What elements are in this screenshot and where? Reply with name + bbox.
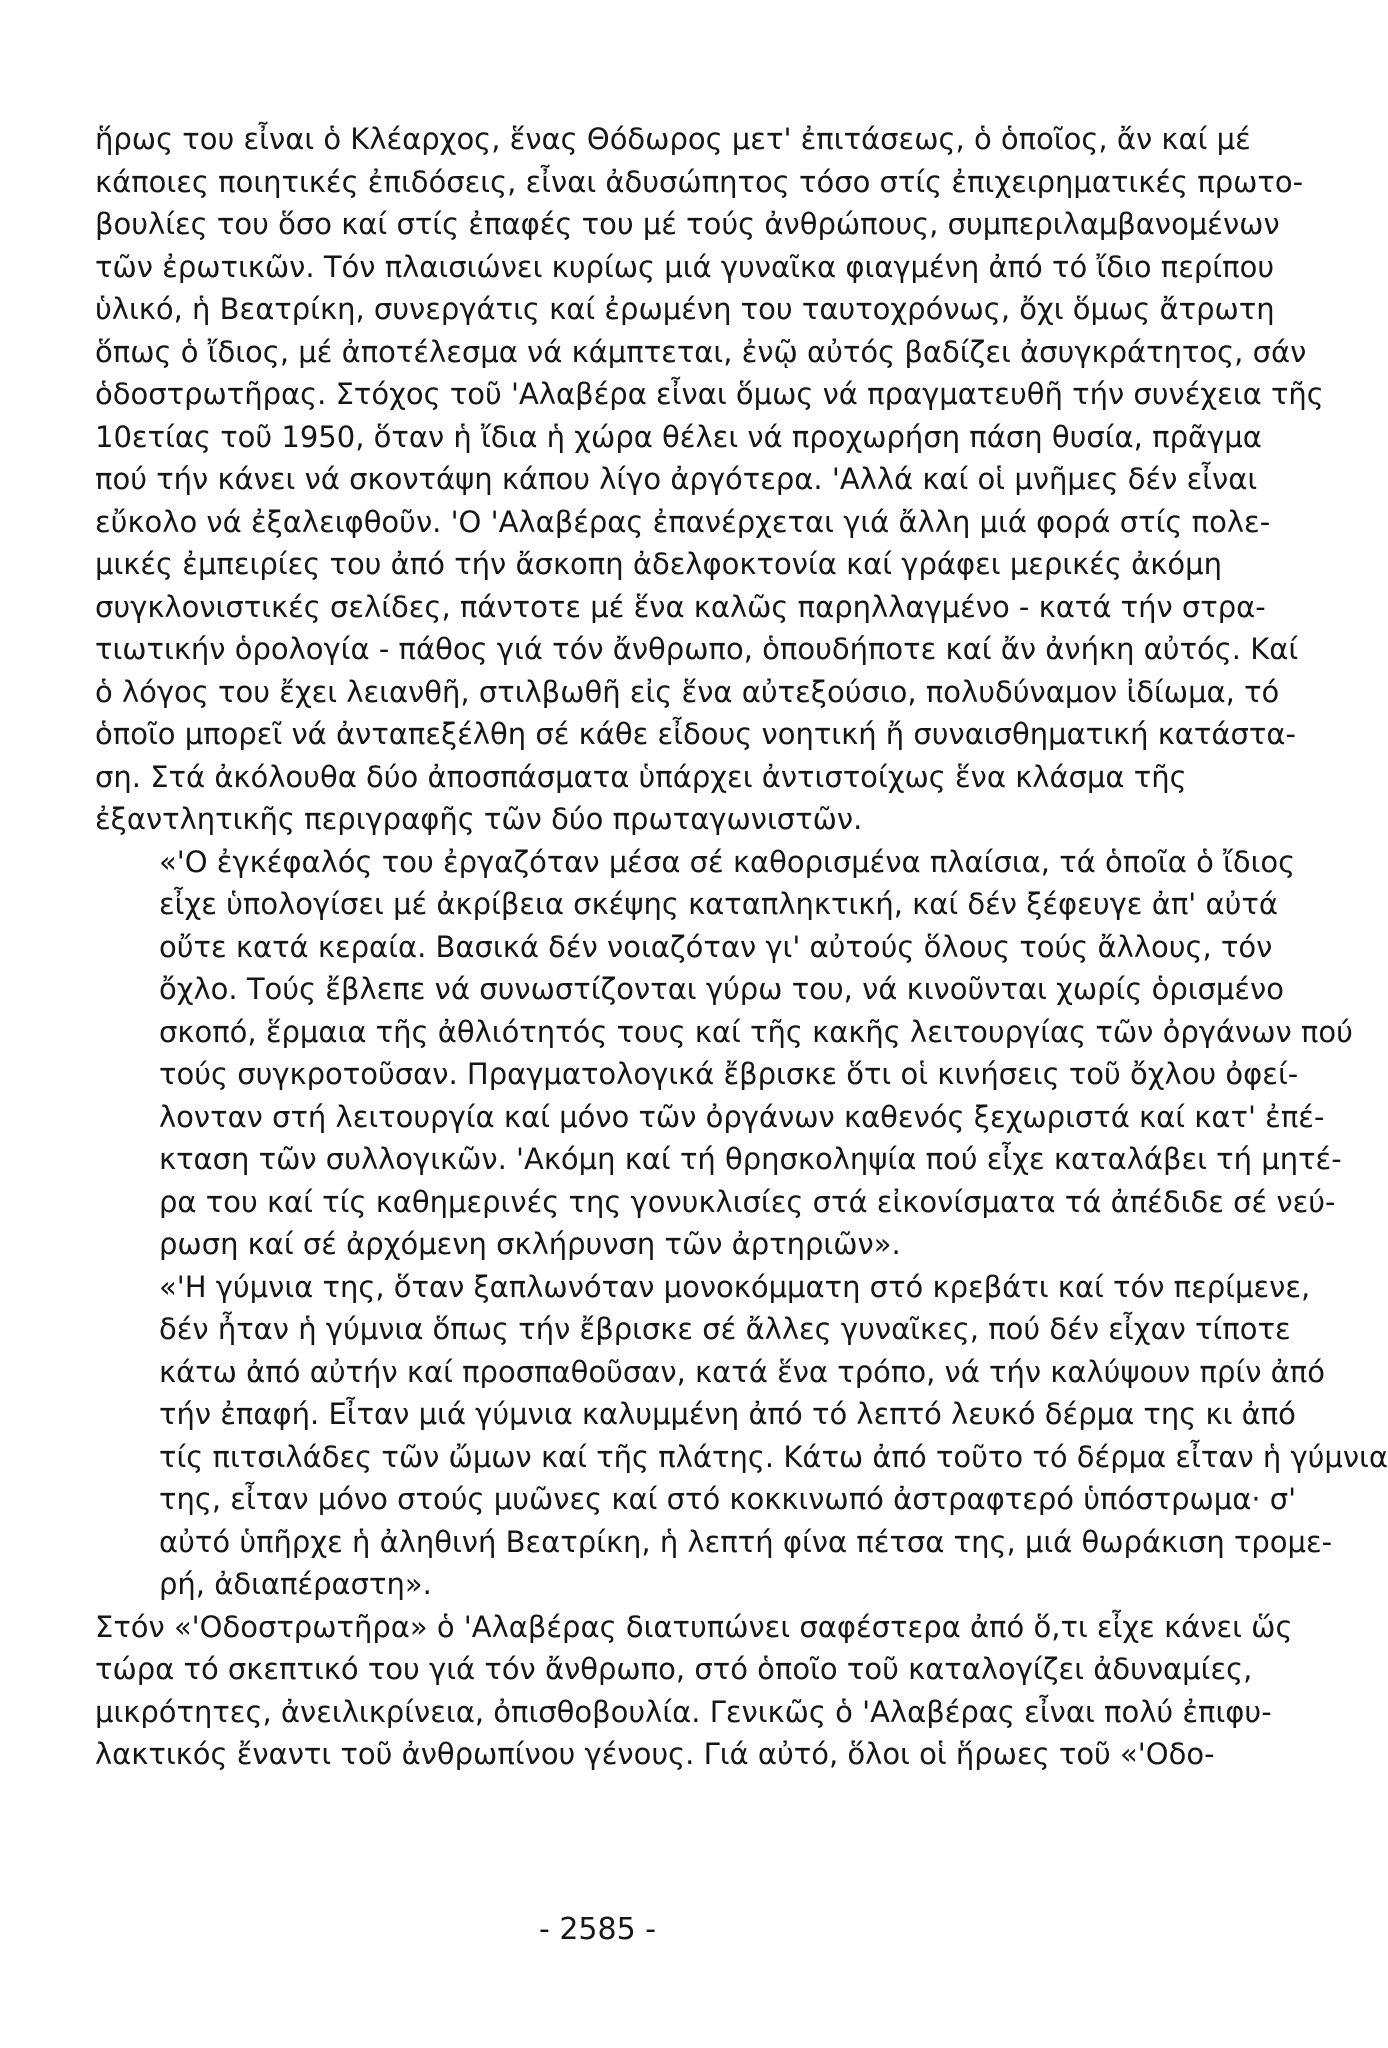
text-line: 10ετίας τοῦ 1950, ὅταν ἡ ἴδια ἡ χώρα θέλει νά προχωρήση πάση θυσία, πρᾶγμα (95, 419, 1262, 454)
text-line: τιωτικήν ὁρολογία - πάθος γιά τόν ἄνθρωπο, ὁπουδήποτε καί ἄν ἀνήκη αὐτός. Καί (95, 632, 1299, 666)
quote-line: εἶχε ὑπολογίσει μέ ἀκρίβεια σκέψης καταπληκτική, καί δέν ξέφευγε ἀπ' αὐτά (159, 887, 1278, 921)
quote-line: λονταν στή λειτουργία καί μόνο τῶν ὀργάνων καθενός ξεχωριστά καί κατ' ἐπέ- (159, 1099, 1325, 1134)
text-line: ἐξαντλητικῆς περιγραφῆς τῶν δύο πρωταγωνιστῶν. (95, 802, 863, 836)
text-line: ὅπως ὁ ἴδιος, μέ ἀποτέλεσμα νά κάμπτεται, ἐνῷ αὐτός βαδίζει ἀσυγκράτητος, σάν (95, 334, 1307, 369)
quote-line: ρα του καί τίς καθημερινές της γονυκλισίες στά εἰκονίσματα τά ἀπέδιδε σέ νεύ- (159, 1184, 1336, 1219)
quote-line: «'Η γύμνια της, ὅταν ξαπλωνόταν μονοκόμματη στό κρεβάτι καί τόν περίμενε, (159, 1269, 1311, 1304)
text-line: ση. Στά ἀκόλουθα δύο ἀποσπάσματα ὑπάρχει ἀντιστοίχως ἕνα κλάσμα τῆς (95, 759, 1187, 794)
quote-line: ὄχλο. Τούς ἔβλεπε νά συνωστίζονται γύρω του, νά κινοῦνται χωρίς ὁρισμένο (159, 972, 1284, 1006)
text-line: πού τήν κάνει νά σκοντάψη κάπου λίγο ἀργότερα. 'Αλλά καί οἱ μνῆμες δέν εἶναι (95, 462, 1258, 496)
text-line: λακτικός ἔναντι τοῦ ἀνθρωπίνου γένους. Γιά αὐτό, ὅλοι οἱ ἥρωες τοῦ «'Οδο- (95, 1737, 1215, 1771)
text-line: Στόν «'Οδοστρωτῆρα» ὁ 'Αλαβέρας διατυπώνει σαφέστερα ἀπό ὅ,τι εἶχε κάνει ὥς (95, 1609, 1293, 1644)
body-text (95, 118, 1388, 1776)
quote-line: της, εἶταν μόνο στούς μυῶνες καί στό κοκκινωπό ἀστραφτερό ὑπόστρωμα· σ' (159, 1482, 1297, 1516)
quote-line: τίς πιτσιλάδες τῶν ὤμων καί τῆς πλάτης. Κάτω ἀπό τοῦτο τό δέρμα εἶταν ἡ γύμνια (159, 1439, 1388, 1474)
page-number: - 2585 - (538, 1912, 657, 1947)
text-line: ὁποῖο μπορεῖ νά ἀνταπεξέλθη σέ κάθε εἶδους νοητική ἤ συναισθηματική κατάστα- (95, 717, 1296, 751)
quote-line: «'Ο ἐγκέφαλός του ἐργαζόταν μέσα σέ καθορισμένα πλαίσια, τά ὁποῖα ὁ ἴδιος (159, 844, 1296, 879)
text-line: τώρα τό σκεπτικό του γιά τόν ἄνθρωπο, στό ὁποῖο τοῦ καταλογίζει ἀδυναμίες, (95, 1652, 1253, 1686)
quote-line: τήν ἐπαφή. Εἶταν μιά γύμνια καλυμμένη ἀπό τό λεπτό λευκό δέρμα της κι ἀπό (159, 1397, 1296, 1431)
quote-line: κάτω ἀπό αὐτήν καί προσπαθοῦσαν, κατά ἕνα τρόπο, νά τήν καλύψουν πρίν ἀπό (159, 1354, 1325, 1389)
quote-line: οὔτε κατά κεραία. Βασικά δέν νοιαζόταν γι' αὐτούς ὅλους τούς ἄλλους, τόν (159, 929, 1273, 964)
quote-line: ρή, ἀδιαπέραστη». (159, 1567, 432, 1601)
quote-line: κταση τῶν συλλογικῶν. 'Ακόμη καί τή θρησκοληψία πού εἶχε καταλάβει τή μητέ- (159, 1142, 1342, 1176)
quote-line: ρωση καί σέ ἀρχόμενη σκλήρυνση τῶν ἀρτηριῶν». (159, 1227, 901, 1261)
quote-line: σκοπό, ἕρμαια τῆς ἀθλιότητός τους καί τῆς κακῆς λειτουργίας τῶν ὀργάνων πού (159, 1014, 1353, 1049)
text-line: ὑλικό, ἡ Βεατρίκη, συνεργάτις καί ἐρωμένη του ταυτοχρόνως, ὄχι ὅμως ἄτρωτη (95, 292, 1275, 326)
quote-line: δέν ἦταν ἡ γύμνια ὅπως τήν ἔβρισκε σέ ἄλλες γυναῖκες, πού δέν εἶχαν τίποτε (159, 1312, 1291, 1346)
quote-line: τούς συγκροτοῦσαν. Πραγματολογικά ἔβρισκε ὅτι οἱ κινήσεις τοῦ ὄχλου ὀφεί- (159, 1057, 1299, 1091)
quote-line: αὐτό ὑπῆρχε ἡ ἀληθινή Βεατρίκη, ἡ λεπτή φίνα πέτσα της, μιά θωράκιση τρομε- (159, 1524, 1333, 1559)
text-line: κάποιες ποιητικές ἐπιδόσεις, εἶναι ἀδυσώπητος τόσο στίς ἐπιχειρηματικές πρωτο- (95, 164, 1304, 199)
text-line: μικές ἐμπειρίες του ἀπό τήν ἄσκοπη ἀδελφοκτονία καί γράφει μερικές ἀκόμη (95, 547, 1222, 581)
text-line: μικρότητες, ἀνειλικρίνεια, ὀπισθοβουλία. Γενικῶς ὁ 'Αλαβέρας εἶναι πολύ ἐπιφυ- (95, 1694, 1272, 1729)
text-line: ἥρως του εἶναι ὁ Κλέαρχος, ἕνας Θόδωρος μετ' ἐπιτάσεως, ὁ ὁποῖος, ἄν καί μέ (95, 122, 1251, 156)
text-line: ὁδοστρωτῆρας. Στόχος τοῦ 'Αλαβέρα εἶναι ὅμως νά πραγματευθῆ τήν συνέχεια τῆς (95, 377, 1324, 411)
text-line: συγκλονιστικές σελίδες, πάντοτε μέ ἕνα καλῶς παρηλλαγμένο - κατά τήν στρα- (95, 589, 1266, 624)
text-line: ὁ λόγος του ἔχει λειανθῆ, στιλβωθῆ εἰς ἕνα αὐτεξούσιο, πολυδύναμον ἰδίωμα, τό (95, 674, 1280, 709)
text-line: βουλίες του ὅσο καί στίς ἐπαφές του μέ τούς ἀνθρώπους, συμπεριλαμβανομένων (95, 207, 1280, 241)
text-line: εὔκολο νά ἐξαλειφθοῦν. 'Ο 'Αλαβέρας ἐπανέρχεται γιά ἄλλη μιά φορά στίς πολε- (95, 504, 1271, 539)
text-line: τῶν ἐρωτικῶν. Τόν πλαισιώνει κυρίως μιά γυναῖκα φιαγμένη ἀπό τό ἴδιο περίπου (95, 249, 1275, 284)
